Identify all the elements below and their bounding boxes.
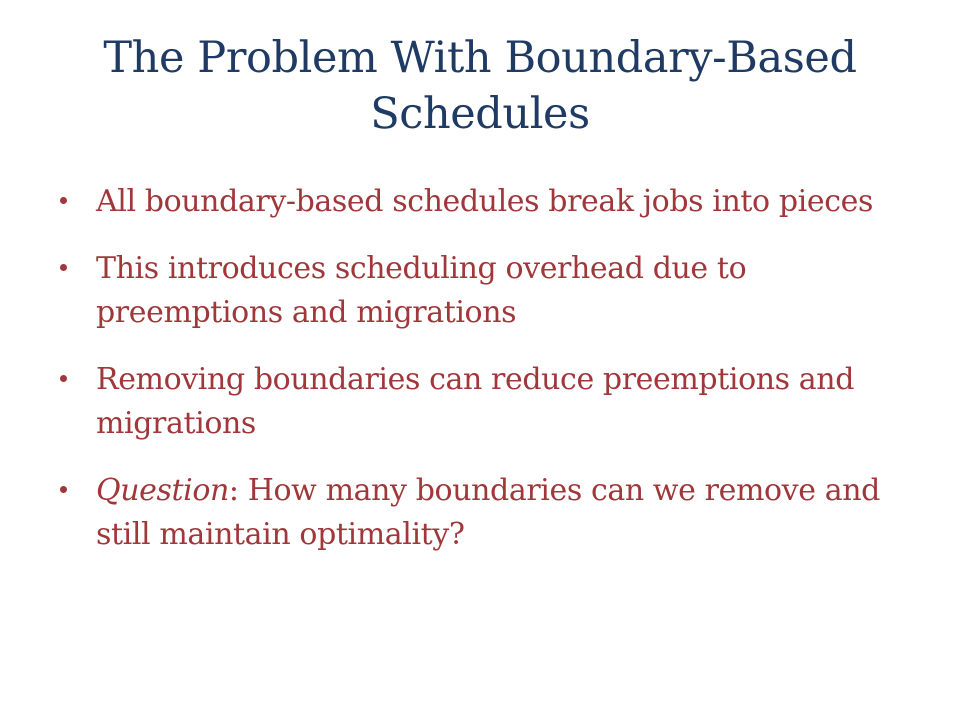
slide-title: The Problem With Boundary-Based Schedules	[103, 33, 857, 139]
bullet-text: Removing boundaries can reduce preemptions and migrations	[96, 362, 855, 441]
bullet-dot-icon	[60, 197, 67, 204]
bullet-item	[58, 180, 908, 224]
bullet-text: : How many boundaries can we remove and still maintain optimality?	[96, 473, 880, 552]
question-label: Question	[96, 473, 229, 508]
bullet-item	[58, 358, 908, 446]
bullet-text: All boundary-based schedules break jobs into pieces	[96, 184, 873, 219]
bullet-dot-icon	[60, 375, 67, 382]
bullet-dot-icon	[60, 486, 67, 493]
bullet-text: This introduces scheduling overhead due to preemptions and migrations	[96, 251, 747, 330]
bullet-item	[58, 247, 908, 335]
bullet-dot-icon	[60, 264, 67, 271]
bullet-list	[58, 180, 908, 580]
bullet-item	[58, 469, 908, 557]
